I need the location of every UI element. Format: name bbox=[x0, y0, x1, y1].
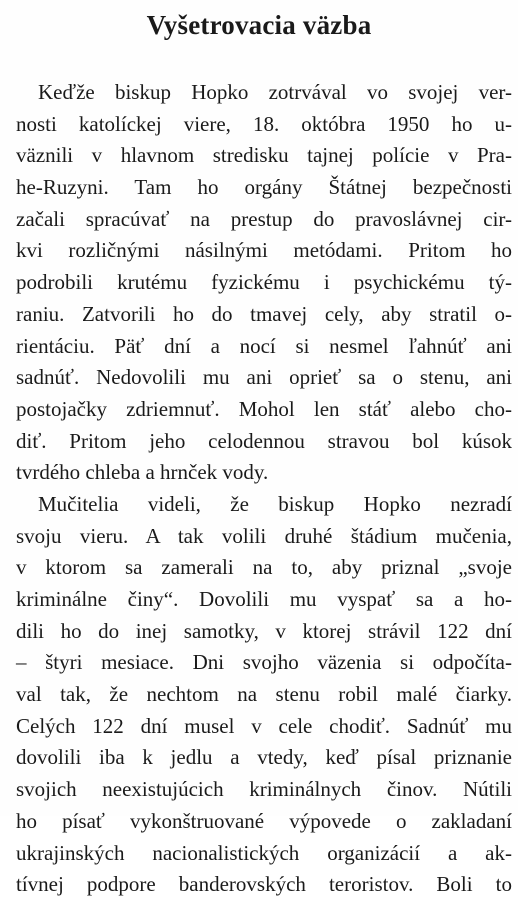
text-line: diť. Pritom jeho celodennou stravou bol kúsok bbox=[16, 428, 512, 453]
text-line: raniu. Zatvorili ho do tmavej cely, aby stratil o- bbox=[16, 301, 512, 326]
text-line: tívnej podpore banderovských teroristov. Boli to bbox=[16, 872, 512, 897]
text-line: postojačky zdriemnuť. Mohol len stáť alebo cho- bbox=[16, 396, 512, 421]
text-line: dili ho do inej samotky, v ktorej strávil 122 dní bbox=[16, 618, 512, 643]
text-line: Keďže biskup Hopko zotrvával vo svojej ver- bbox=[38, 80, 512, 104]
text-line: ukrajinských nacionalistických organizácií a ak- bbox=[16, 840, 512, 865]
text-line: v ktorom sa zamerali na to, aby priznal „svoje bbox=[16, 555, 512, 580]
paragraph bbox=[16, 489, 512, 901]
text-line: sadnúť. Nedovolili mu ani oprieť sa o stenu, ani bbox=[16, 365, 512, 390]
text-line: nosti katolíckej viere, 18. októbra 1950 ho u- bbox=[16, 111, 512, 136]
text-line: svoju vieru. A tak volili druhé štádium mučenia, bbox=[16, 523, 512, 548]
text-line: začali spracúvať na prestup do pravoslávnej cir- bbox=[16, 206, 512, 231]
text-line: Mučitelia videli, že biskup Hopko nezradí bbox=[38, 491, 512, 516]
text-line: he-Ruzyni. Tam ho orgány Štátnej bezpečnosti bbox=[16, 175, 512, 200]
text-line: kriminálne činy“. Dovolili mu vyspať sa a ho- bbox=[16, 587, 512, 611]
text-line: ho písať vykonštruované výpovede o zakladaní bbox=[16, 808, 512, 833]
text-line: dovolili iba k jedlu a vtedy, keď písal priznanie bbox=[16, 745, 512, 770]
text-line: – štyri mesiace. Dni svojho väzenia si odpočíta- bbox=[16, 650, 512, 675]
text-line: tvrdého chleba a hrnček vody. bbox=[16, 460, 269, 485]
text-line: podrobili krutému fyzickému i psychickému tý- bbox=[16, 270, 512, 295]
text-line: val tak, že nechtom na stenu robil malé čiarky. bbox=[16, 682, 512, 707]
text-line: Celých 122 dní musel v cele chodiť. Sadnúť mu bbox=[16, 713, 512, 738]
text-line: väznili v hlavnom stredisku tajnej polície v Pra- bbox=[16, 143, 512, 168]
text-line: svojich neexistujúcich kriminálnych činov. Nútili bbox=[16, 777, 512, 802]
page-title: Vyšetrovacia väzba bbox=[146, 10, 372, 40]
text-line: rientáciu. Päť dní a nocí si nesmel ľahnúť ani bbox=[16, 333, 512, 358]
body-text bbox=[16, 77, 512, 901]
text-line: kvi rozličnými násilnými metódami. Pritom ho bbox=[16, 238, 512, 263]
paragraph bbox=[16, 77, 512, 489]
